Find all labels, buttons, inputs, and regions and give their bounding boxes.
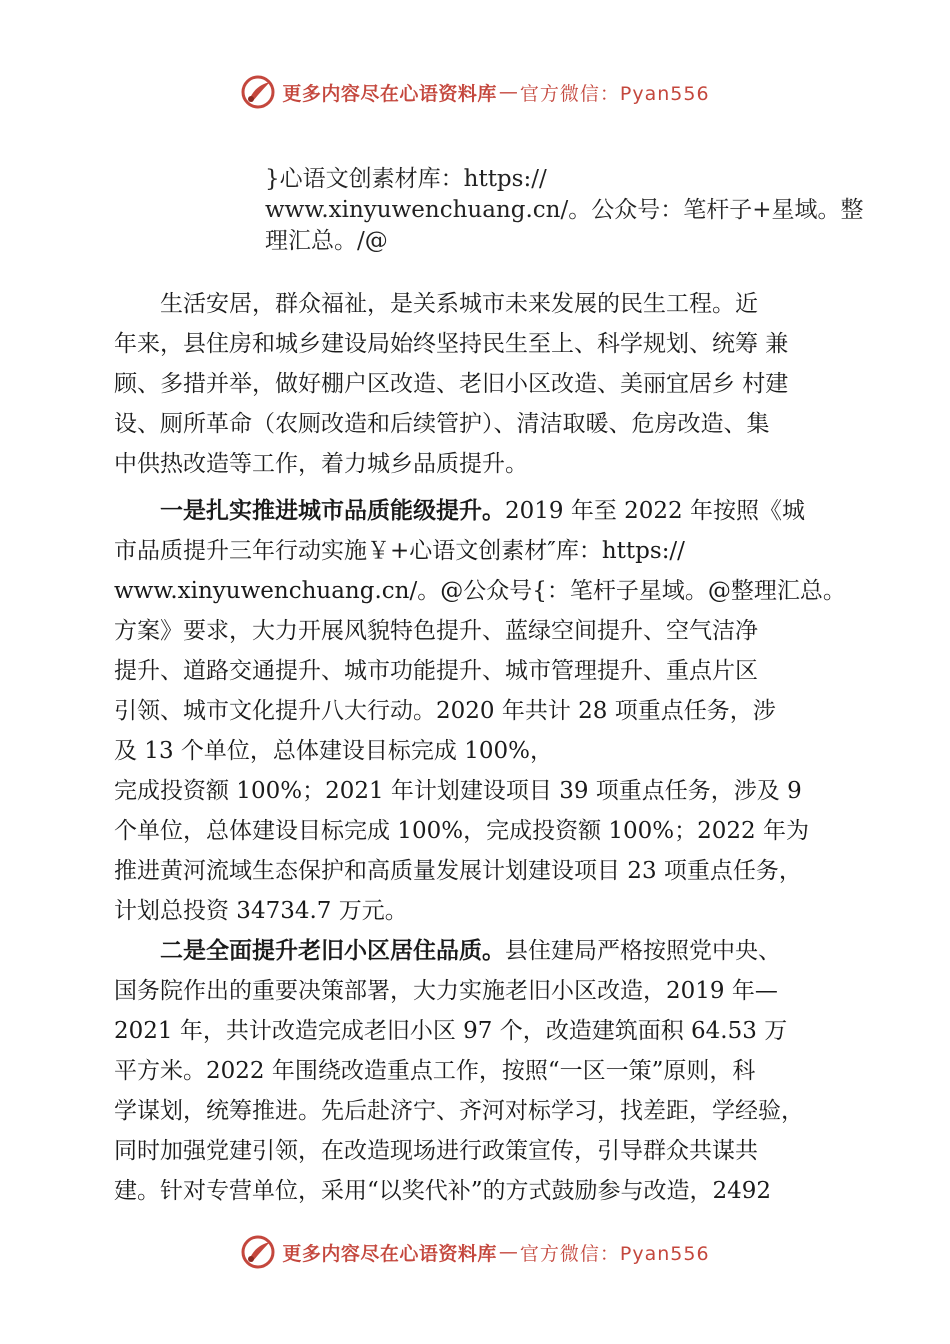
- document-body: [114, 284, 856, 1211]
- ad-line: 理汇总。/@: [265, 228, 388, 254]
- ad-block: [265, 164, 875, 257]
- para1-line: 生活安居，群众福祉，是关系城市未来发展的民生工程。近: [160, 291, 758, 317]
- ad-line: www.xinyuwenchuang.cn/。公众号：笔杆子+星域。整: [265, 197, 864, 223]
- para2-line: 及 13 个单位，总体建设目标完成 100%，: [114, 738, 553, 764]
- banner-wechat: 官方微信：Pyan556: [519, 82, 710, 105]
- para2-line: 引领、城市文化提升八大行动。2020 年共计 28 项重点任务，涉: [114, 698, 776, 724]
- para1-line: 年来，县住房和城乡建设局始终坚持民生至上、科学规划、统筹 兼: [114, 331, 789, 357]
- banner-dash: —: [498, 1241, 518, 1263]
- banner-text: 更多内容尽在心语资料库: [282, 82, 497, 105]
- para2-line: 推进黄河流域生态保护和高质量发展计划建设项目 23 项重点任务，: [114, 858, 802, 884]
- banner-dash: —: [498, 81, 518, 103]
- brush-logo-icon: [240, 74, 276, 110]
- para2-line: 市品质提升三年行动实施￥+心语文创素材″库：https://: [114, 538, 685, 564]
- ad-line: }心语文创素材库：https://: [265, 166, 547, 192]
- para2-line: 完成投资额 100%；2021 年计划建设项目 39 项重点任务，涉及 9: [114, 778, 802, 804]
- para2-line: 提升、道路交通提升、城市功能提升、城市管理提升、重点片区: [114, 658, 758, 684]
- para3-line: 学谋划，统筹推进。先后赴济宁、齐河对标学习，找差距，学经验，: [114, 1098, 804, 1124]
- para3-line: 2021 年，共计改造完成老旧小区 97 个，改造建筑面积 64.53 万: [114, 1018, 788, 1044]
- para2-line: 个单位，总体建设目标完成 100%，完成投资额 100%；2022 年为: [114, 818, 809, 844]
- banner-wechat: 官方微信：Pyan556: [519, 1242, 710, 1265]
- para3-lead: 二是全面提升老旧小区居住品质。: [160, 938, 505, 964]
- para3-line: 平方米。2022 年围绕改造重点工作，按照“一区一策”原则，科: [114, 1058, 756, 1084]
- para2-line: 计划总投资 34734.7 万元。: [114, 898, 408, 924]
- footer-banner: [0, 1232, 950, 1272]
- para1-line: 中供热改造等工作，着力城乡品质提升。: [114, 451, 528, 477]
- header-banner: [0, 72, 950, 112]
- para2-line: www.xinyuwenchuang.cn/。@公众号{：笔杆子星域。@整理汇总。: [114, 578, 846, 604]
- para2-first-rest: 2019 年至 2022 年按照《城: [505, 498, 805, 524]
- para3-line: 建。针对专营单位，采用“以奖代补”的方式鼓励参与改造，2492: [114, 1178, 772, 1204]
- para2-line: 方案》要求，大力开展风貌特色提升、蓝绿空间提升、空气洁净: [114, 618, 758, 644]
- para2-lead: 一是扎实推进城市品质能级提升。: [160, 498, 505, 524]
- para3-line: 同时加强党建引领，在改造现场进行政策宣传，引导群众共谋共: [114, 1138, 758, 1164]
- para3-first-line: [114, 931, 856, 971]
- brush-logo-icon: [240, 1234, 276, 1270]
- para3-line: 国务院作出的重要决策部署，大力实施老旧小区改造，2019 年—: [114, 978, 778, 1004]
- banner-text: 更多内容尽在心语资料库: [282, 1242, 497, 1265]
- para3-first-rest: 县住建局严格按照党中央、: [505, 938, 781, 964]
- para2-first-line: [114, 491, 856, 531]
- para1-line: 设、厕所革命（农厕改造和后续管护）、清洁取暖、危房改造、集: [114, 411, 770, 437]
- para1-line: 顾、多措并举，做好棚户区改造、老旧小区改造、美丽宜居乡 村建: [114, 371, 789, 397]
